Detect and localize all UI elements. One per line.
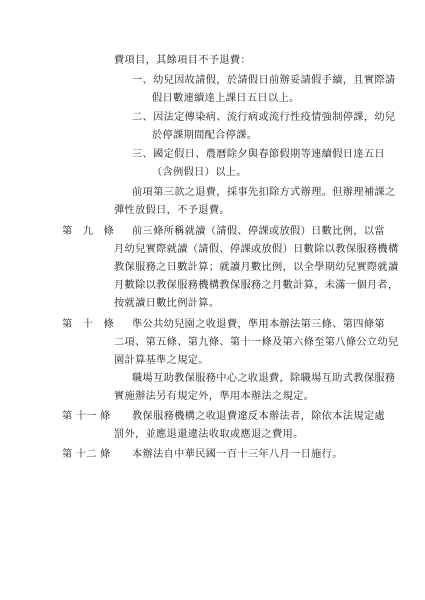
article-10-label: 第 十 條 bbox=[62, 319, 114, 330]
article-9-line-2: 月幼兒實際就讀（請假、停課或放假）日數除以教保服務機構 bbox=[114, 244, 399, 255]
article-12-line-1: 本辦法自中華民國一百十三年八月一日施行。 bbox=[132, 449, 343, 460]
article-12-label: 第 十二 條 bbox=[62, 449, 111, 460]
article-10-line-2: 二項、第五條、第九條、第十一條及第六條至第八條公立幼兒 bbox=[114, 337, 399, 348]
article-11-line-1: 教保服務機構之收退費違反本辦法者，除依本法規定處 bbox=[132, 411, 385, 422]
article-10-line-3: 園計算基準之規定。 bbox=[114, 355, 209, 366]
article-10-line-1: 準公共幼兒園之收退費，準用本辦法第三條、第四條第 bbox=[132, 319, 385, 330]
item-2-line-1: 二、因法定傳染病、流行病或流行性疫情強制停課，幼兒 bbox=[132, 112, 396, 123]
article-10-para2-line-1: 職場互助教保服務中心之收退費，除職場互助式教保服務 bbox=[132, 373, 396, 384]
item-1-line-1: 一、幼兒因故請假，於請假日前辦妥請假手續，且實際請 bbox=[132, 75, 396, 86]
item-2-line-2: 於停課期間配合停課。 bbox=[152, 130, 258, 141]
continuation-intro: 費項目，其餘項目不予退費： bbox=[114, 55, 251, 66]
item-3-line-2: （含例假日）以上。 bbox=[152, 167, 247, 178]
article-9-line-3: 教保服務之日數計算；就讀月數比例，以全學期幼兒實際就讀 bbox=[114, 262, 399, 273]
article-9-line-4: 月數除以教保服務機構教保服務之月數計算，未滿一個月者， bbox=[114, 280, 399, 291]
article-11-label: 第 十一 條 bbox=[62, 411, 111, 422]
article-11-line-2: 罰外，並應退還違法收取或應退之費用。 bbox=[114, 429, 304, 440]
article-9-line-1: 前三條所稱就讀（請假、停課或放假）日數比例，以當 bbox=[132, 226, 385, 237]
note-line-2: 彈性放假日，不予退費。 bbox=[114, 205, 230, 216]
item-1-line-2: 假日數連續達上課日五日以上。 bbox=[152, 93, 300, 104]
item-3-line-1: 三、國定假日、農曆除夕與春節假期等連續假日達五日 bbox=[132, 149, 385, 160]
article-9-label: 第 九 條 bbox=[62, 226, 114, 237]
article-10-para2-line-2: 實施辦法另有規定外，準用本辦法之規定。 bbox=[114, 391, 315, 402]
article-9-line-5: 按就讀日數比例計算。 bbox=[114, 298, 220, 309]
note-line-1: 前項第三款之退費，採事先扣除方式辦理。但辦理補課之 bbox=[132, 187, 396, 198]
